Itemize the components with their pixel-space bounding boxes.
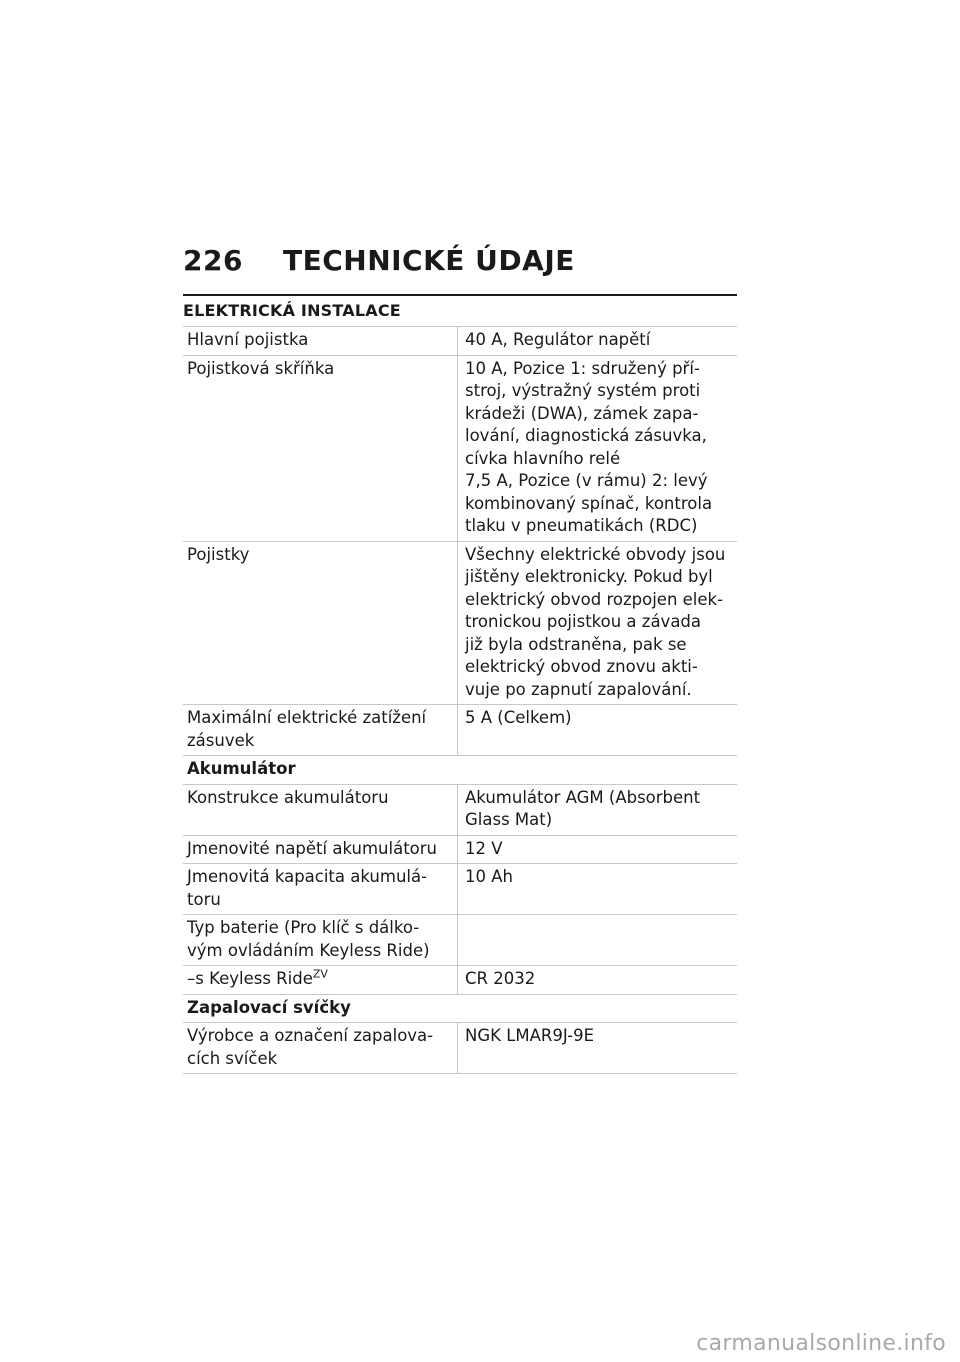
spec-value: 10 A, Pozice 1: sdružený pří- stroj, výstražný systém proti krádeži (DWA), zámek zapa- lování, diagnostická zásuvka, cívka hlavního relé 7,5 A, Pozice (v rámu) 2: levý kombinovaný spínač, kontrola tlaku v pneumatikách (RDC) — [458, 355, 738, 541]
spec-label: Maximální elektrické zatížení zásuvek — [183, 705, 458, 756]
spec-value: Všechny elektrické obvody jsou jištěny elektronicky. Pokud byl elektrický obvod rozpojen elek- tronickou pojistkou a závada již byla odstraněna, pak se elektrický obvod znovu akti- vuje po zapnutí zapalování. — [458, 541, 738, 705]
spec-value: 5 A (Celkem) — [458, 705, 738, 756]
table-row — [183, 705, 737, 756]
electrical-section — [183, 294, 737, 1074]
spec-value: NGK LMAR9J-9E — [458, 1023, 738, 1074]
footnote-marker: ZV — [312, 967, 328, 981]
table-row — [183, 784, 737, 835]
section-title: ELEKTRICKÁ INSTALACE — [183, 301, 401, 320]
table-row — [183, 327, 737, 356]
spec-value: CR 2032 — [458, 966, 738, 995]
spec-label-cell — [183, 966, 458, 995]
table-row — [183, 1023, 737, 1074]
spec-label: Typ baterie (Pro klíč s dálko- vým ovládáním Keyless Ride) — [183, 915, 458, 966]
subheading-zapalovaci-svicky: Zapalovací svíčky — [183, 994, 737, 1023]
spec-label: Konstrukce akumulátoru — [183, 784, 458, 835]
spec-label: Výrobce a označení zapalova- cích svíček — [183, 1023, 458, 1074]
spec-label: –s Keyless Ride — [187, 969, 313, 988]
spec-label: Pojistková skříňka — [183, 355, 458, 541]
page-title: TECHNICKÉ ÚDAJE — [283, 244, 575, 277]
table-row — [183, 355, 737, 541]
table-row — [183, 541, 737, 705]
table-row — [183, 915, 737, 966]
spec-table — [183, 326, 737, 1074]
subheading-row — [183, 994, 737, 1023]
spec-label: Pojistky — [183, 541, 458, 705]
subheading-akumulator: Akumulátor — [183, 756, 737, 785]
spec-value: 12 V — [458, 835, 738, 864]
table-row — [183, 966, 737, 995]
watermark: carmanualsonline.info — [696, 1331, 946, 1356]
spec-value: 40 A, Regulátor napětí — [458, 327, 738, 356]
subheading-row — [183, 756, 737, 785]
spec-label: Hlavní pojistka — [183, 327, 458, 356]
spec-value: 10 Ah — [458, 864, 738, 915]
spec-label: Jmenovitá kapacita akumulá- toru — [183, 864, 458, 915]
page-number: 226 — [183, 244, 243, 277]
table-row — [183, 864, 737, 915]
table-row — [183, 835, 737, 864]
page-header — [183, 244, 575, 277]
spec-value — [458, 915, 738, 966]
spec-value: Akumulátor AGM (Absorbent Glass Mat) — [458, 784, 738, 835]
spec-label: Jmenovité napětí akumulátoru — [183, 835, 458, 864]
